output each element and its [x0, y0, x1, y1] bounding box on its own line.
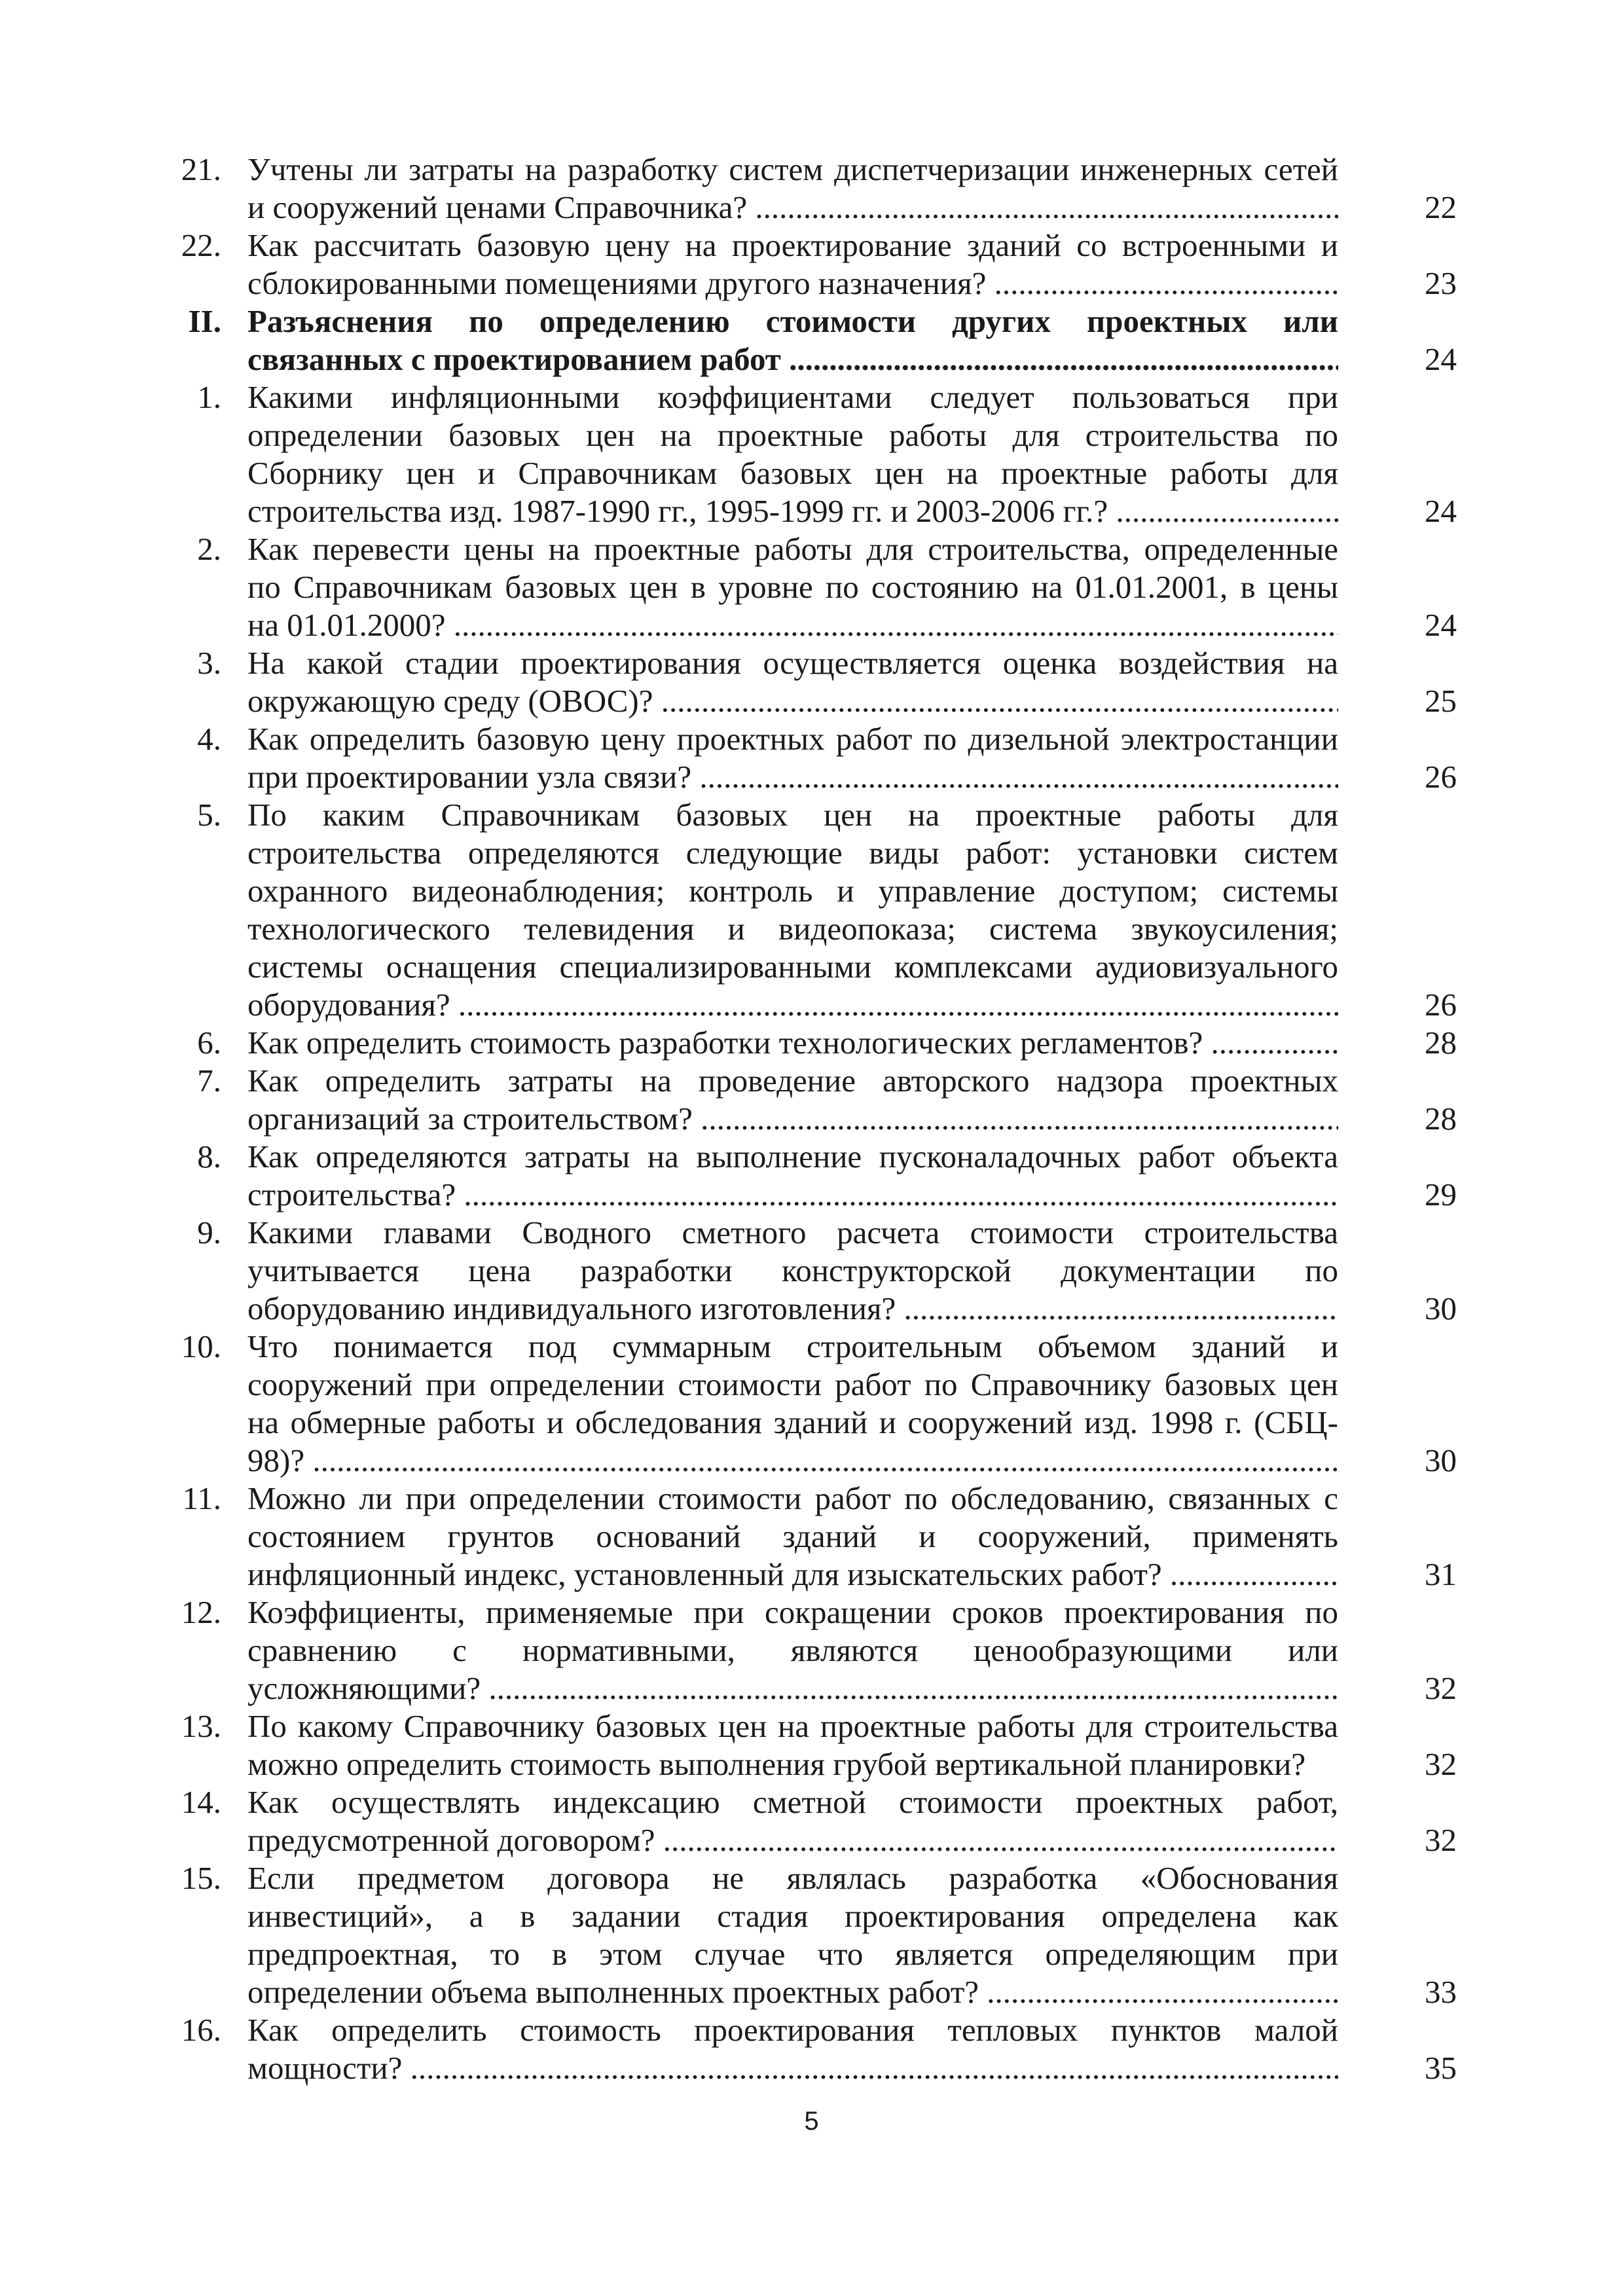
toc-entry-page: 24 — [1425, 493, 1457, 529]
toc-entry-line: Как определяются затраты на выполнение пусконаладочных работ объекта — [247, 1139, 1338, 1175]
toc-entry-title — [247, 1328, 1338, 1480]
toc-entry-line: мощности? ..... — [247, 2049, 1338, 2087]
toc-entry-line: сблокированными помещениями другого назначения? ..... — [247, 264, 1338, 302]
toc-entry-title — [247, 796, 1338, 1024]
toc-entry-page: 24 — [1425, 341, 1457, 377]
toc-entry-line: Что понимается под суммарным строительным объемом зданий и — [247, 1328, 1338, 1364]
toc-entry-page: 26 — [1425, 987, 1457, 1023]
toc-entry-line: на 01.01.2000? ..... — [247, 606, 1338, 644]
toc-entry-page: 32 — [1425, 1746, 1457, 1782]
toc-entry-title — [247, 1138, 1338, 1214]
toc-entry — [0, 1024, 1623, 1062]
toc-entry-page: 22 — [1425, 189, 1457, 225]
toc-entry-line: инвестиций», а в задании стадия проектирования определена как — [247, 1898, 1338, 1934]
toc-entry-number: 21. — [181, 151, 221, 187]
toc-entry-line: сравнению с нормативными, являются ценообразующими или — [247, 1632, 1338, 1668]
toc-entry — [0, 1480, 1623, 1594]
toc-entry — [0, 227, 1623, 302]
toc-entry-page: 28 — [1425, 1025, 1457, 1061]
toc-entry-line: По каким Справочникам базовых цен на проектные работы для — [247, 797, 1338, 833]
toc-entry-title — [247, 644, 1338, 720]
toc-entry-number: 8. — [197, 1139, 221, 1175]
toc-entry-line: Как осуществлять индексацию сметной стоимости проектных работ, — [247, 1784, 1338, 1820]
toc-entry-title — [247, 1480, 1338, 1594]
toc-entry-line: окружающую среду (ОВОС)? ..... — [247, 682, 1338, 720]
toc-entry-number: 13. — [181, 1708, 221, 1744]
toc-entry-number: 10. — [181, 1328, 221, 1364]
toc-entry-line: Разъяснения по определению стоимости других проектных или — [247, 303, 1338, 339]
toc-entry-line: Какими инфляционными коэффициентами следует пользоваться при — [247, 379, 1338, 415]
toc-entry — [0, 1783, 1623, 1859]
toc-entry-line: Коэффициенты, применяемые при сокращении сроков проектирования по — [247, 1594, 1338, 1630]
toc-entry-page: 24 — [1425, 607, 1457, 643]
toc-entry — [0, 530, 1623, 644]
toc-entry — [0, 796, 1623, 1024]
toc-entry-line: Как определить стоимость разработки технологических регламентов? ..... — [247, 1024, 1338, 1062]
toc-entry-title — [247, 2011, 1338, 2087]
toc-entry-title — [247, 1214, 1338, 1328]
toc-entry-page: 28 — [1425, 1101, 1457, 1137]
toc-entry-title — [247, 302, 1338, 378]
toc-entry-page: 32 — [1425, 1670, 1457, 1706]
toc-entry-number: II. — [188, 303, 221, 339]
toc-entry-line: Какими главами Сводного сметного расчета стоимости строительства — [247, 1214, 1338, 1250]
toc-entry-title — [247, 1024, 1338, 1062]
toc-entry-line: Как определить базовую цену проектных работ по дизельной электростанции — [247, 721, 1338, 757]
toc-entry — [0, 1859, 1623, 2011]
toc-entry-number: 12. — [181, 1594, 221, 1630]
toc-entry-line: 98)? ..... — [247, 1442, 1338, 1480]
toc-entry-line: Если предметом договора не являлась разработка «Обоснования — [247, 1860, 1338, 1896]
toc-entry-page: 33 — [1425, 1974, 1457, 2010]
toc-entry-line: строительства изд. 1987-1990 гг., 1995-1999 гг. и 2003-2006 гг.? ..... — [247, 492, 1338, 530]
toc-entry-title — [247, 1783, 1338, 1859]
toc-entry-page: 26 — [1425, 759, 1457, 795]
toc-entry-page: 23 — [1425, 265, 1457, 301]
toc-entry-line: Как определить затраты на проведение авторского надзора проектных — [247, 1063, 1338, 1099]
toc-entry — [0, 1062, 1623, 1138]
toc-entry-line: По какому Справочнику базовых цен на проектные работы для строительства — [247, 1708, 1338, 1744]
toc-entry-title — [247, 1859, 1338, 2011]
toc-entry-number: 9. — [197, 1214, 221, 1250]
toc-entry-number: 5. — [197, 797, 221, 833]
toc-entry — [0, 302, 1623, 378]
toc-entry-number: 3. — [197, 645, 221, 681]
page-number: 5 — [804, 2107, 819, 2136]
toc-entry-page: 25 — [1425, 683, 1457, 719]
toc-entry-line: Сборнику цен и Справочникам базовых цен на проектные работы для — [247, 455, 1338, 491]
toc-entry-number: 15. — [181, 1860, 221, 1896]
toc-entry-page: 32 — [1425, 1822, 1457, 1858]
toc-entry-line: можно определить стоимость выполнения грубой вертикальной планировки? — [247, 1746, 1306, 1782]
toc-entry-line: предпроектная, то в этом случае что является определяющим при — [247, 1936, 1338, 1972]
toc-entry — [0, 1707, 1623, 1783]
toc-entry-number: 11. — [182, 1480, 221, 1516]
toc-entry — [0, 1328, 1623, 1480]
toc-entry-title — [247, 1062, 1338, 1138]
toc-entry-title — [247, 1707, 1338, 1783]
toc-entry-title — [247, 151, 1338, 227]
toc-entry-title — [247, 530, 1338, 644]
toc-entry — [0, 720, 1623, 796]
toc-entry-line: предусмотренной договором? ..... — [247, 1821, 1338, 1859]
toc-entry-page: 30 — [1425, 1290, 1457, 1326]
toc-entry-line: Учтены ли затраты на разработку систем диспетчеризации инженерных сетей — [247, 151, 1338, 187]
toc-entry-line: на обмерные работы и обследования зданий и сооружений изд. 1998 г. (СБЦ- — [247, 1404, 1338, 1440]
toc-entry-line: охранного видеонаблюдения; контроль и управление доступом; системы — [247, 873, 1338, 909]
toc-entry-line: строительства определяются следующие виды работ: установки систем — [247, 835, 1338, 871]
toc-entry-line: Как перевести цены на проектные работы для строительства, определенные — [247, 531, 1338, 567]
toc-entry-number: 7. — [197, 1063, 221, 1099]
toc-entry-page: 29 — [1425, 1176, 1457, 1212]
toc-entry-line: оборудования? ..... — [247, 986, 1338, 1024]
toc-entry-line: Как рассчитать базовую цену на проектирование зданий со встроенными и — [247, 227, 1338, 263]
toc-entry-number: 2. — [197, 531, 221, 567]
toc-entry — [0, 2011, 1623, 2087]
toc-entry-page: 31 — [1425, 1556, 1457, 1592]
toc-entry-page: 30 — [1425, 1442, 1457, 1478]
toc-entry-line: связанных с проектированием работ ..... — [247, 340, 1338, 378]
toc-entry-number: 14. — [181, 1784, 221, 1820]
toc-entry-line: сооружений при определении стоимости работ по Справочнику базовых цен — [247, 1366, 1338, 1402]
toc-entry-line: строительства? ..... — [247, 1176, 1338, 1214]
toc-entry-line: На какой стадии проектирования осуществляется оценка воздействия на — [247, 645, 1338, 681]
toc-entry — [0, 644, 1623, 720]
toc-entry-line: Как определить стоимость проектирования тепловых пунктов малой — [247, 2012, 1338, 2048]
toc-entry-line: состоянием грунтов оснований зданий и сооружений, применять — [247, 1518, 1338, 1554]
toc-entry-line: системы оснащения специализированными комплексами аудиовизуального — [247, 949, 1338, 985]
toc-entry — [0, 1214, 1623, 1328]
toc-entry-number: 4. — [197, 721, 221, 757]
toc-entry-page: 35 — [1425, 2050, 1457, 2086]
toc-entry-line: по Справочникам базовых цен в уровне по состоянию на 01.01.2001, в цены — [247, 569, 1338, 605]
toc-entry-number: 22. — [181, 227, 221, 263]
toc-entry-line: оборудованию индивидуального изготовления? ..... — [247, 1290, 1338, 1328]
toc-entry-title — [247, 1594, 1338, 1707]
toc-entry-line: инфляционный индекс, установленный для изыскательских работ? ..... — [247, 1556, 1338, 1594]
toc-entry — [0, 1138, 1623, 1214]
toc-entry-title — [247, 378, 1338, 530]
toc-entry-title — [247, 720, 1338, 796]
toc-entry-number: 1. — [197, 379, 221, 415]
toc-entry-line: усложняющими? ..... — [247, 1669, 1338, 1707]
toc-entry — [0, 1594, 1623, 1707]
toc-entry-number: 6. — [197, 1025, 221, 1061]
toc-entry-line: определении базовых цен на проектные работы для строительства по — [247, 417, 1338, 453]
toc-entry-line: технологического телевидения и видеопоказа; система звукоусиления; — [247, 911, 1338, 947]
toc-entry-number: 16. — [181, 2012, 221, 2048]
toc-entry-title — [247, 227, 1338, 302]
toc-entry — [0, 151, 1623, 227]
toc-entry-line: организаций за строительством? ..... — [247, 1100, 1338, 1138]
table-of-contents — [0, 151, 1623, 2087]
toc-entry-line: при проектировании узла связи? ..... — [247, 758, 1338, 796]
toc-entry-line: определении объема выполненных проектных работ? ..... — [247, 1973, 1338, 2011]
toc-entry-line: и сооружений ценами Справочника? ..... — [247, 189, 1338, 227]
toc-entry-line: учитывается цена разработки конструкторской документации по — [247, 1252, 1338, 1288]
toc-entry-line: Можно ли при определении стоимости работ по обследованию, связанных с — [247, 1480, 1338, 1516]
toc-entry — [0, 378, 1623, 530]
